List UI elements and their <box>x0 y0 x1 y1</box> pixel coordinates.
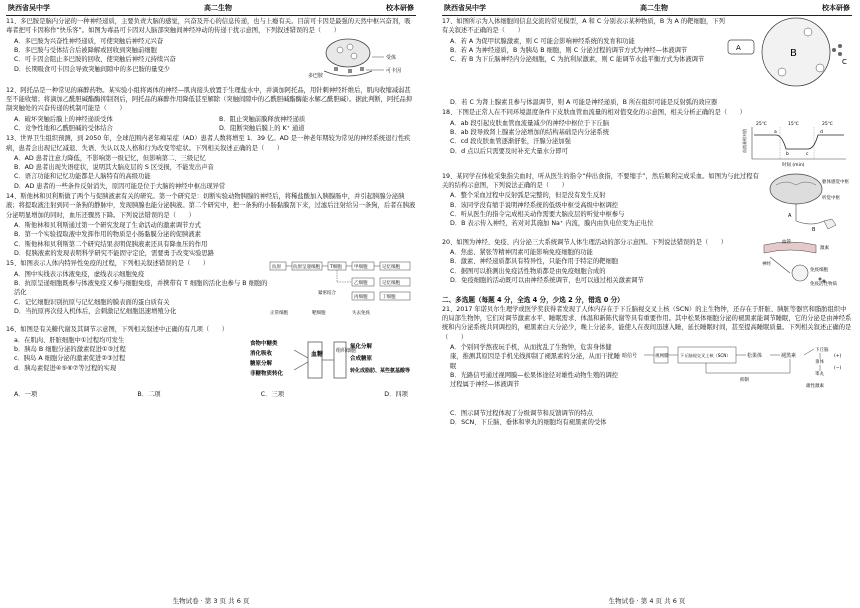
label-testis: 睾丸 <box>815 371 824 377</box>
label-target-cell: 靶细胞 <box>312 311 326 317</box>
school-name: 陕西省吴中学 <box>8 4 50 12</box>
label-immune-substance: 免疫活性物质 <box>810 281 837 287</box>
question-stem: 13、世界卫生组织预测，到 2050 年，全球范围内老年痴呆症（AD）患者人数将增至 1．39 亿。AD 是一种老年期较为常见的神经系统退行性疾病，患者会出现记忆减退、失语、失认以及人格和行为改变等症状。下列相关叙述正确的是（ ） <box>6 135 411 152</box>
label-pituitary: 垂体 <box>815 359 824 365</box>
point-b: b <box>786 151 789 157</box>
choice-c: C．三项 <box>260 390 285 398</box>
synapse-figure <box>306 37 416 85</box>
grade-label: 高二生物 <box>204 4 232 12</box>
option-d: D．B 表示传入神经，若对对其施加 Na⁺ 内流，膜内由负电位变为正电位 <box>450 220 654 228</box>
option-d: D．SCN、下丘脑、垂体和睾丸的细胞均有褪黑素的受体 <box>450 419 607 427</box>
label-digest: 消化吸收 <box>250 350 273 357</box>
label-oxidize: 氧化分解 <box>350 343 373 350</box>
option-a: A．ab 段引起皮肤血管血流量减少的神经中枢位于下丘脑 <box>450 119 609 127</box>
page-header <box>442 0 852 16</box>
option-d: D．d 点以后只需要及时补充大量水分即可 <box>450 147 568 155</box>
option-c: C．记忆细胞识别抗原与记忆细胞的膜表面的蛋白质有关 <box>14 298 170 306</box>
option-a: A．图中实线表示体液免疫，虚线表示细胞免疫 <box>14 270 145 278</box>
option-d: D．促胰液素的发现表明科学研究不能固守定论，需要勇于改变实验思路 <box>14 249 215 257</box>
option-b: B．ab 段导致肾上腺素分泌增加的结构基础是内分泌系统 <box>450 128 610 136</box>
question-13 <box>6 134 416 191</box>
label-lose-immunity: 失去免疫 <box>352 311 370 317</box>
option-d: D．若 C 为肾上腺素且参与体温调节，则 A 可能是神经递质，B 所在组织可能是反射弧的效应器 <box>450 99 718 106</box>
question-17 <box>442 16 852 107</box>
option-c: C．听从医生的指令完成相关动作需要大脑皮层的听觉中枢参与 <box>450 210 625 218</box>
point-a: a <box>774 129 777 135</box>
choice-b: B．二项 <box>137 390 161 398</box>
sugar-metabolism-figure <box>248 336 416 390</box>
label-path-a: A <box>788 212 792 219</box>
label-melatonin: 褪黑素 <box>781 352 797 359</box>
cell-signal-figure <box>726 16 852 98</box>
option-a: A．若 A 为促甲状腺激素，则 C 可能会影响神经系统的发育和功能 <box>450 37 635 45</box>
label-b: B <box>790 48 797 59</box>
question-18 <box>442 108 852 170</box>
exam-label: 校本研修 <box>822 4 850 12</box>
question-21 <box>442 305 852 428</box>
option-c: C．斯他林和贝利斯第二个研究结果表明促胰液素还具有降血压的作用 <box>14 240 208 248</box>
option-b: B．该同学没有缩手说明神经系统的低级中枢受高级中枢调控 <box>450 201 619 209</box>
label-dark-signal: 暗信号 <box>622 352 638 359</box>
statement-d: d．胰岛素促进④⑤⑥⑦等过程的实现 <box>14 364 117 372</box>
label-c: C <box>842 58 847 66</box>
label-vessel: 血管 <box>782 239 791 245</box>
option-c: C．图示调节过程体现了分级调节和反馈调节的特点 <box>450 409 593 417</box>
option-b: B．阻止突触前膜释放神经递质 <box>219 115 306 123</box>
label-receptor: 受体 <box>386 54 397 61</box>
option-d: D．免疫细胞的活动既可以由神经系统调节，也可以通过相关激素调节 <box>450 276 644 284</box>
right-page <box>442 0 852 608</box>
question-stem: 15、如图表示人体内特异性免疫的过程，下列相关叙述错误的是（ ） <box>6 260 210 268</box>
question-stem: 20、如图为神经、免疫、内分泌三大系统调节人体生理活动的部分示意图。下列说法错误的是（ ） <box>442 238 728 246</box>
label-scn: 下丘脑视交叉上核（SCN） <box>680 352 731 358</box>
option-a: A．AD 患者注意力降低，不影响第一级记忆，但影响第二、三级记忆 <box>14 154 206 162</box>
option-b: B．抗原呈递细胞既参与体液免疫又参与细胞免疫，并携带有 T 细胞的活化也参与 B 细胞的活化 <box>14 279 268 297</box>
school-name: 陕西省吴中学 <box>444 4 486 12</box>
brain-reflex-figure <box>762 171 852 237</box>
label-nerve: 神经 <box>762 261 771 267</box>
melatonin-figure <box>620 343 850 409</box>
label-cell-b: 乙细胞 <box>354 281 368 287</box>
left-page <box>6 0 416 608</box>
option-a: A．整个采血过程中反射弧是完整的，但是没有发生反射 <box>450 192 606 200</box>
option-b: B．多巴胺与受体结合后被降解或回收到突触前细胞 <box>14 46 157 54</box>
option-d: D．当抗原再次侵入机体后，会刺激记忆细胞迅速增殖分化 <box>14 307 177 315</box>
label-temp-right: 25℃ <box>822 121 833 127</box>
label-plus: (+) <box>834 353 842 359</box>
question-20 <box>442 237 852 291</box>
label-temp-mid: 15℃ <box>788 121 799 127</box>
label-memory-cell-1: 记忆细胞 <box>382 265 400 271</box>
option-b: B．光路信号通过视网膜—松果体途径对雄性动物生殖的调控过程属于神经—体液调节 <box>450 371 619 389</box>
label-temp-left: 25℃ <box>756 121 767 127</box>
label-tight-binding: 紧密结合 <box>318 291 336 297</box>
point-d: d <box>820 129 823 135</box>
label-food-sugar: 食物中糖类 <box>250 340 278 347</box>
choice-d: D．四项 <box>384 390 408 398</box>
label-pineal: 松果体 <box>747 352 763 359</box>
option-a: A．焦虑、紧张等精神因素可能影响免疫细胞的功能 <box>450 248 593 256</box>
question-16 <box>6 325 416 399</box>
option-c: C．cd 段皮肤血管逐渐舒张，汗腺分泌加强 <box>450 138 571 146</box>
label-cocaine: 可卡因 <box>386 67 402 74</box>
label-normal-cell: 正常细胞 <box>270 311 288 317</box>
label-minus: (−) <box>834 365 842 371</box>
label-cell-d: 丁细胞 <box>382 295 396 301</box>
label-retina: 视网膜 <box>655 353 669 359</box>
label-immune-cell: 免疫细胞 <box>810 267 828 273</box>
question-stem: 16、如图是有关糖代谢及其调节示意图，下列相关叙述中正确的有几项（ ） <box>6 326 229 334</box>
label-tissue-cell: 组织细胞 <box>336 347 357 354</box>
label-memory-cell-2: 记忆细胞 <box>382 281 400 287</box>
question-stem: 18、下图是正常人在不同环境温度条件下皮肤血管血流量的相对值变化的示意图，相关分析正确的是（ ） <box>442 109 746 117</box>
question-11 <box>6 17 416 85</box>
grade-label: 高二生物 <box>640 4 668 12</box>
blood-flow-figure <box>742 119 852 171</box>
option-d: D．AD 患者的一些条件反射消失，原因可能是位于大脑的神经中枢出现异常 <box>14 182 226 190</box>
label-apc: 抗原呈递细胞 <box>293 265 320 271</box>
question-stem: 19、某同学在体检采集指尖血时，听从医生的指令“伸出食指，不要缩手”，然后顺利完成采血。如图为与此过程有关的结构示意图，下列说法正确的是（ ） <box>442 172 759 189</box>
label-auditory: 听觉中枢 <box>822 195 840 201</box>
option-b: B．AD 患者出现失语症状，说明其大脑皮层的 S 区受损，不能发出声音 <box>14 164 214 172</box>
option-a: A．斯他林和贝利斯通过第一个研究发现了生命活动的激素调节方式 <box>14 222 201 229</box>
label-path-b: B <box>812 226 816 233</box>
page-footer: 生物试卷 · 第 4 页 共 6 页 <box>608 597 686 605</box>
question-12 <box>6 86 416 134</box>
page-header <box>6 0 416 16</box>
statement-c: c．胰岛 A 细胞分泌的激素促进②③过程 <box>14 355 126 363</box>
option-d: D．长期吸食可卡因会导致突触间隙中的多巴胺的量变少 <box>14 65 170 73</box>
question-stem: 11、多巴胺是脑内分泌的一种神经递质，主要负责大脑的感觉，兴奋及开心的信息传递，也与上瘾有关。目前可卡因是最强的天然中枢兴奋剂，吸毒者把可卡因称作“快乐客”。如图为毒品可卡因对人脑部突触间神经冲动的传递干扰示意图，下列叙述错误的是（ ） <box>6 18 411 35</box>
label-cell-a: 甲细胞 <box>354 265 368 271</box>
label-dopamine: 多巴胺 <box>308 72 324 79</box>
question-stem: 14、斯他林和贝利斯做了两个与促胰液素有关的研究。第一个研究是：切断实验动物胰腺的神经后，将稀盐酸加入胰腺肠中，并引起胰腺分泌胰液；将提取液注射到同一条狗的静脉中，发现胰腺也能分泌胰液。第二个研究中，把一条狗的小肠黏膜刮下来，过滤后注射给另一条狗，后者在胰液分泌明显增加的同时，血压还骤然下降。下列说法错误的是（ ） <box>6 193 416 219</box>
exam-label: 校本研修 <box>386 4 414 12</box>
label-inhibit: 抑制 <box>740 377 749 383</box>
label-convert-fat: 转化成脂肪、某些氨基酸等 <box>350 367 411 374</box>
option-a: A．破坏突触后膜上的神经递质受体 <box>14 115 113 123</box>
option-c: C．若 B 为下丘脑神经内分泌细胞，C 为抗利尿激素，则 C 能调节水盐平衡方式为体液调节 <box>450 56 705 64</box>
option-c: C．据图可以推测出免疫活性物质都是由免疫细胞合成的 <box>450 267 606 275</box>
label-a: A <box>736 44 741 52</box>
question-15 <box>6 258 416 324</box>
page-footer: 生物试卷 · 第 3 页 共 6 页 <box>172 597 250 605</box>
label-antigen: 抗原 <box>272 265 281 271</box>
statement-a: a．在肌肉、肝脏细胞中①过程均可发生 <box>14 336 125 344</box>
option-a: A．个别同学熬夜玩手机，从而扰乱了生物钟，危害身体健康，推测其原因是手机光线抑制了褪黑素的分泌，从而干扰睡眠 <box>450 343 621 370</box>
label-hormone: 激素 <box>820 245 829 251</box>
option-c: C．竞争性地和乙酰胆碱的受体结合 <box>14 124 113 132</box>
option-b: B．若 A 为神经递质，B 为胰岛 B 细胞，则 C 分泌过程的调节方式为神经—体液调节 <box>450 46 688 54</box>
label-t-cell: T细胞 <box>330 265 342 271</box>
option-d: D．阻断突触后膜上的 K⁺ 通道 <box>219 124 305 132</box>
label-hypothalamus: 下丘脑 <box>815 347 829 353</box>
point-c: c <box>806 151 809 157</box>
label-nonsugar: 非糖物质转化 <box>250 370 284 377</box>
immunity-figure <box>268 258 416 324</box>
x-axis-label: 时间 (min) <box>782 162 805 167</box>
option-b: B．激素、神经递质都具有特异性，只能作用于特定的靶细胞 <box>450 258 619 266</box>
option-c: C．可卡因会阻止多巴胺的回收，使突触后神经元持续兴奋 <box>14 56 176 64</box>
question-14 <box>6 192 416 258</box>
question-stem: 17、如图所示为人体细胞间信息交流的常见模型，A 和 C 分别表示某种物质，B 为 A 的靶细胞，下列有关叙述不正确的是（ ） <box>442 18 725 35</box>
question-stem: 21、2017 年诺贝尔生理学或医学奖获得者发现了人体内存在于下丘脑视交叉上核（SCN）的主生物钟，还存在于肝脏、胰脏等器官和脂肪组织中的局部生物钟，它们对调节激素水平、睡眠需求、体温和新陈代谢等具有重要作用。其中松果体细胞分泌的褪黑素能调节睡眠，它的分泌是由神经系统和内分泌系统共同调控的，褪黑素白天分泌少，晚上分泌多，能使人在夜间迅速入睡，延长睡眠时间，甚至提高睡眠质量。下列相关叙述正确的是（ ） <box>442 305 852 341</box>
statement-b: b．胰岛 B 细胞分泌的激素促进①③过程 <box>14 345 126 353</box>
choice-a: A．一项 <box>14 390 38 398</box>
label-male-hormone: 雄性激素 <box>806 383 824 389</box>
option-a: A．多巴胺为兴奋性神经递质，可使突触后神经元兴奋 <box>14 37 164 45</box>
question-19 <box>442 171 852 237</box>
section-heading: 二、多选题（每题 4 分，全选 4 分，少选 2 分，错选 0 分） <box>442 295 624 304</box>
option-b: B．第一个实验提取液中发挥作用的物质是小肠黏膜分泌的促胰液素 <box>14 231 201 239</box>
label-somatosensory: 躯体感觉中枢 <box>822 179 849 185</box>
three-systems-figure <box>760 237 852 291</box>
question-stem: 12、阿托品是一种常见的麻醉药物。某实验小组将离体的神经—肌肉接头放置于生理盐水中，并滴加阿托品，用针刺神经纤维后，肌肉收缩减弱甚至不能收缩；将滴加乙酰胆碱酯酶抑制剂后，阿托品的麻醉作用降低甚至解除（突触间隙中的乙酰胆碱酯酶能水解乙酰胆碱）。据此判断，阿托品抑制突触处的兴奋传递的机制可能是（ ） <box>6 86 413 113</box>
label-cell-c: 丙细胞 <box>354 295 368 301</box>
y-axis-label: 血流量相对值 <box>742 128 747 153</box>
label-make-glycogen: 合成糖原 <box>350 355 373 362</box>
label-blood-sugar: 血糖 <box>311 350 324 358</box>
option-c: C．语言功能和记忆功能都是人脑特有的高级功能 <box>14 173 151 181</box>
label-glycogen-break: 糖原分解 <box>250 360 273 367</box>
